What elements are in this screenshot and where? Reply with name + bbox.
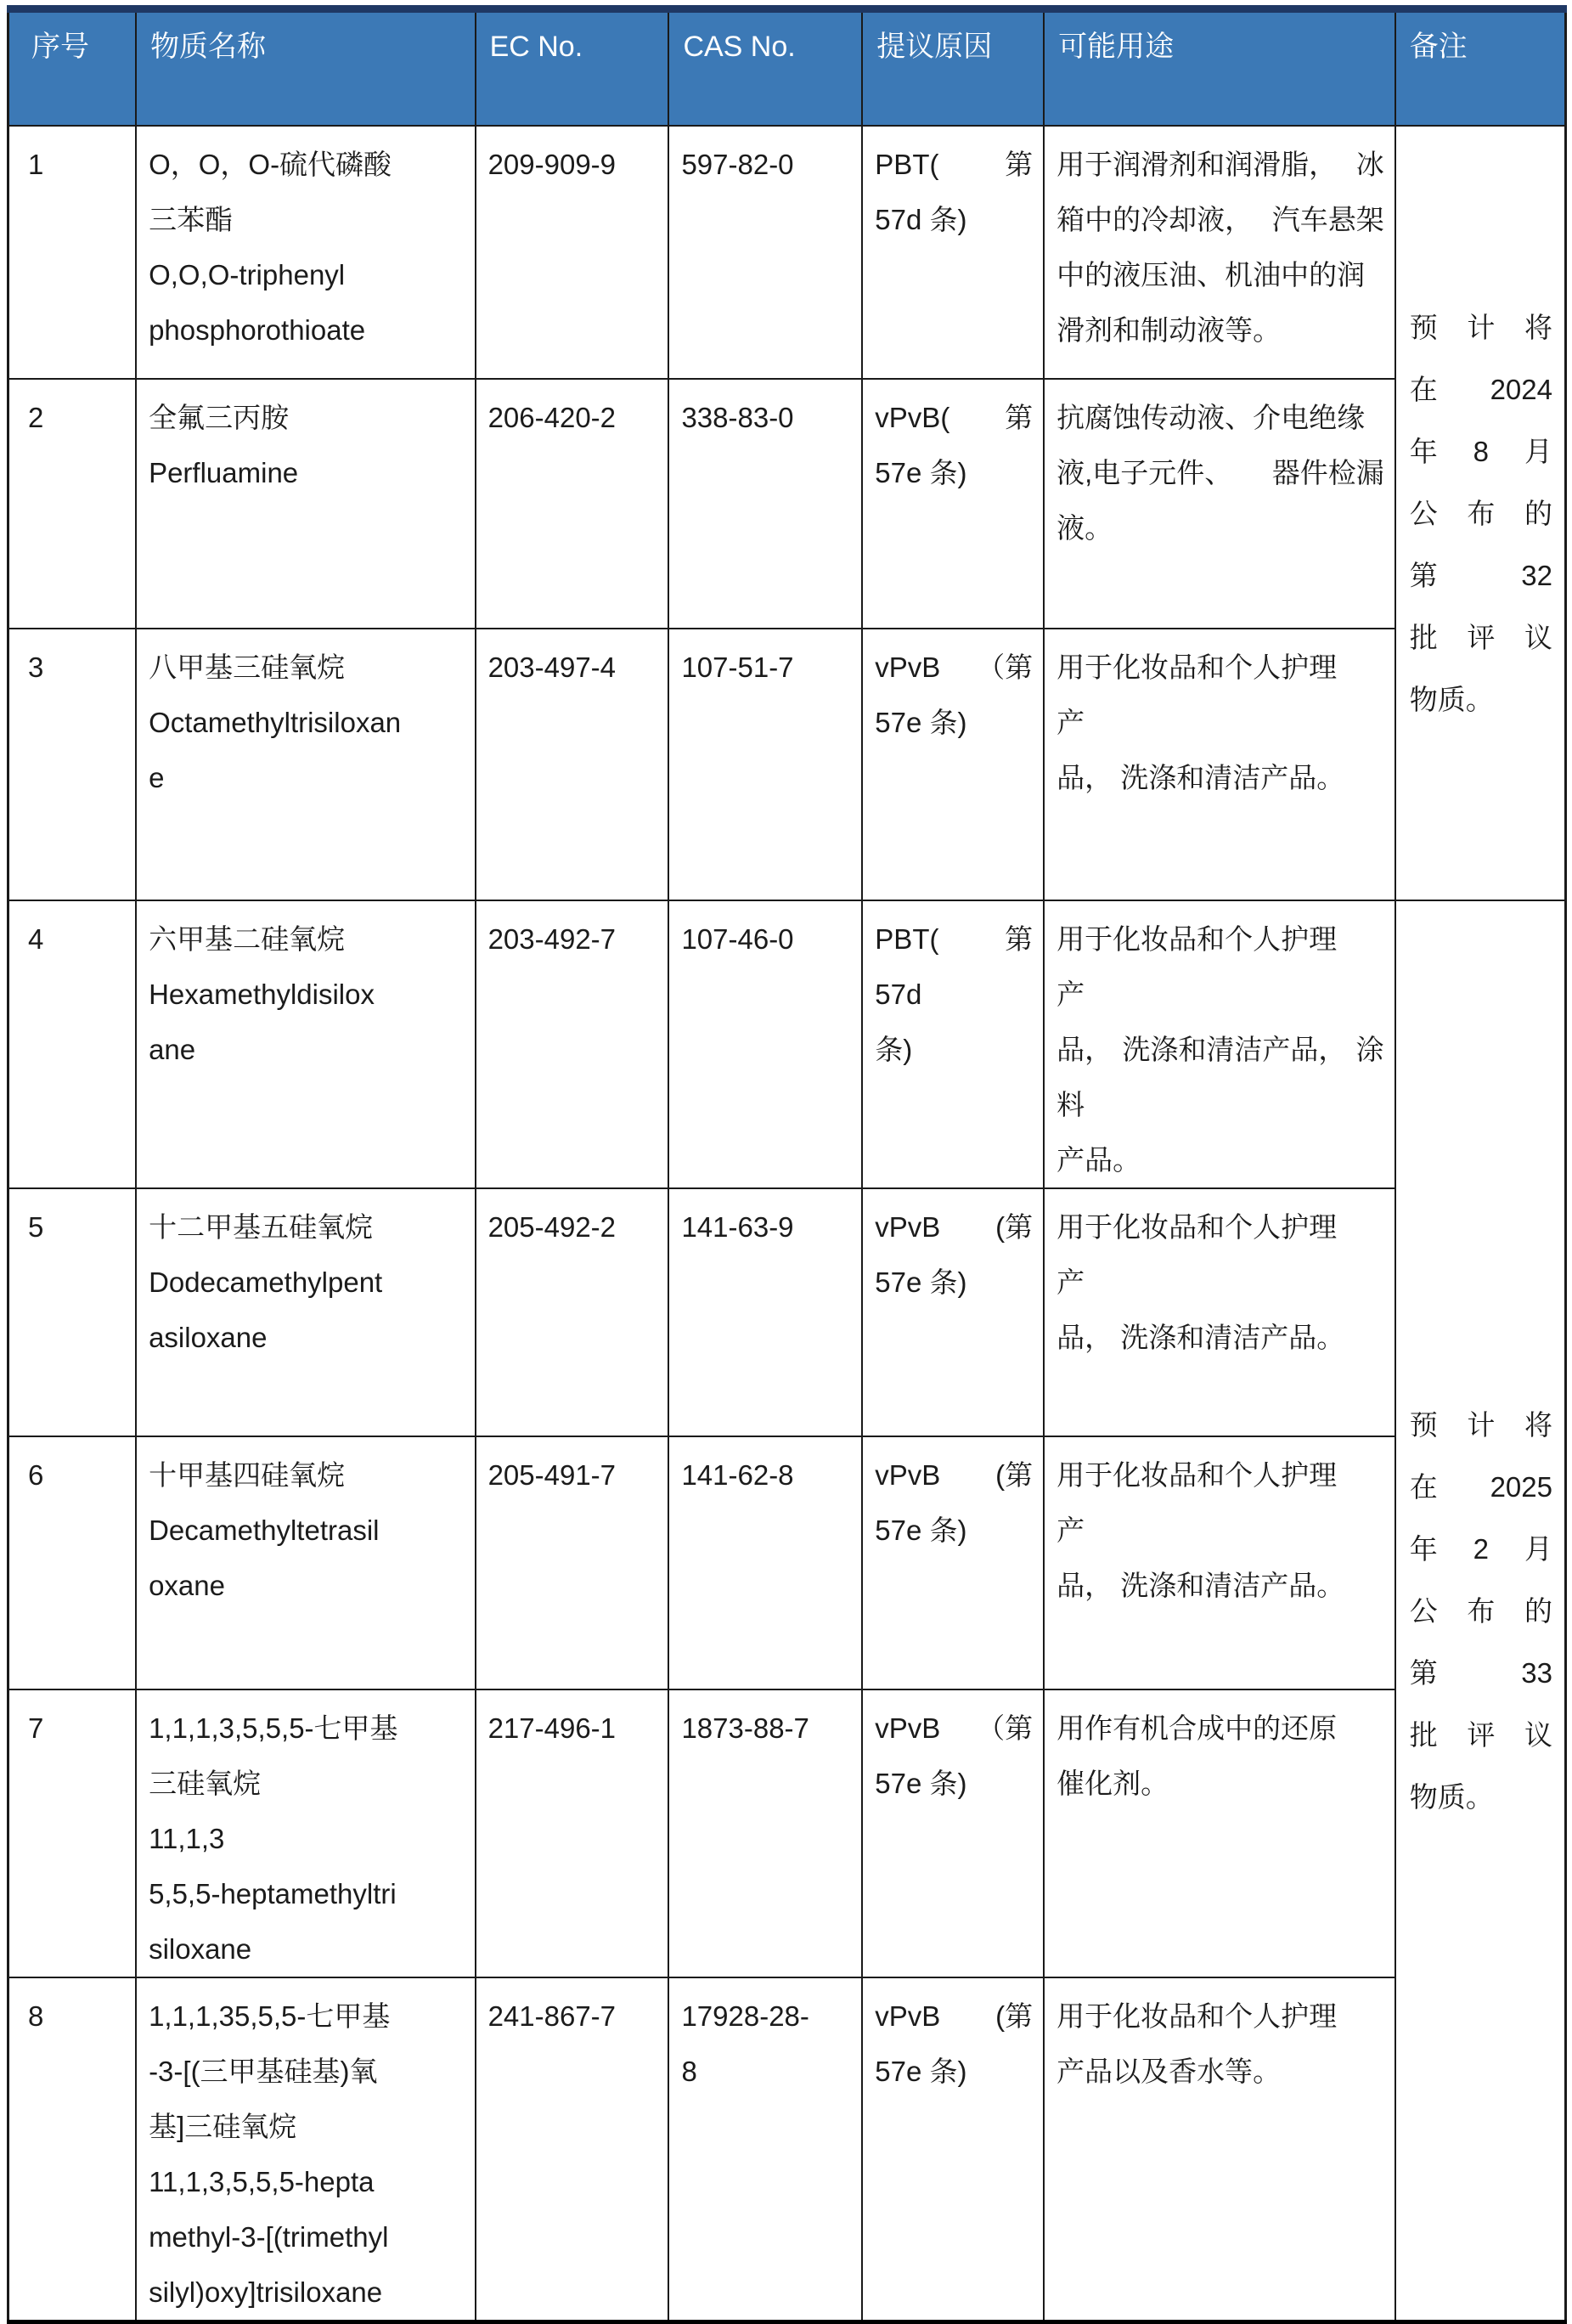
row5-use: 用于化妆品和个人护理 产 品， 洗涤和清洁产品。 [1044, 1188, 1395, 1436]
row1-reason: PBT( 第 57d 条) [862, 126, 1044, 379]
row7-substance-name: 1,1,1,3,5,5,5-七甲基 三硅氧烷 11,1,3 5,5,5-heptamethyltri siloxane [136, 1689, 476, 1977]
row5-ec: 205-492-2 [476, 1188, 669, 1436]
header-no: 序号 [8, 9, 137, 127]
substances-table [7, 5, 1567, 2324]
table-row [8, 1689, 1566, 1977]
row7-cas: 1873-88-7 [668, 1689, 862, 1977]
row3-substance-name: 八甲基三硅氧烷 Octamethyltrisiloxan e [136, 629, 476, 900]
row7-ec: 217-496-1 [476, 1689, 669, 1977]
remark-batch-33: 预 计 将 在 2025 年 2 月 公 布 的 第 33 批 评 议 物质。 [1395, 900, 1566, 2322]
table-row [8, 379, 1566, 629]
row1-no: 1 [8, 126, 137, 379]
row6-reason: vPvB (第 57e 条) [862, 1436, 1044, 1689]
row6-no: 6 [8, 1436, 137, 1689]
row4-no: 4 [8, 900, 137, 1188]
row1-cas: 597-82-0 [668, 126, 862, 379]
table-row [8, 629, 1566, 900]
row4-reason: PBT( 第 57d 条) [862, 900, 1044, 1188]
row6-cas: 141-62-8 [668, 1436, 862, 1689]
header-possible-use: 可能用途 [1044, 9, 1395, 127]
table-row [8, 126, 1566, 379]
row6-use: 用于化妆品和个人护理 产 品， 洗涤和清洁产品。 [1044, 1436, 1395, 1689]
header-ec-no: EC No. [476, 9, 669, 127]
row3-cas: 107-51-7 [668, 629, 862, 900]
row7-reason: vPvB （第 57e 条) [862, 1689, 1044, 1977]
row8-ec: 241-867-7 [476, 1977, 669, 2322]
row8-reason: vPvB (第 57e 条) [862, 1977, 1044, 2322]
row1-substance-name: O，O，O-硫代磷酸 三苯酯 O,O,O-triphenyl phosphorothioate [136, 126, 476, 379]
row1-use: 用于润滑剂和润滑脂， 冰 箱中的冷却液， 汽车悬架 中的液压油、机油中的润 滑剂和制动液等。 [1044, 126, 1395, 379]
row8-use: 用于化妆品和个人护理 产品以及香水等。 [1044, 1977, 1395, 2322]
row4-use: 用于化妆品和个人护理 产 品， 洗涤和清洁产品， 涂 料 产品。 [1044, 900, 1395, 1188]
row5-cas: 141-63-9 [668, 1188, 862, 1436]
row2-cas: 338-83-0 [668, 379, 862, 629]
remark-batch-32: 预 计 将 在 2024 年 8 月 公 布 的 第 32 批 评 议 物质。 [1395, 126, 1566, 900]
row3-reason: vPvB （第 57e 条) [862, 629, 1044, 900]
row3-use: 用于化妆品和个人护理 产 品， 洗涤和清洁产品。 [1044, 629, 1395, 900]
row5-no: 5 [8, 1188, 137, 1436]
row2-substance-name: 全氟三丙胺 Perfluamine [136, 379, 476, 629]
row8-cas: 17928-28- 8 [668, 1977, 862, 2322]
table-row [8, 1188, 1566, 1436]
header-reason: 提议原因 [862, 9, 1044, 127]
row2-use: 抗腐蚀传动液、介电绝缘 液,电子元件、 器件检漏 液。 [1044, 379, 1395, 629]
row7-no: 7 [8, 1689, 137, 1977]
row2-no: 2 [8, 379, 137, 629]
table-row [8, 1436, 1566, 1689]
row4-ec: 203-492-7 [476, 900, 669, 1188]
header-remark: 备注 [1395, 9, 1566, 127]
table-row [8, 1977, 1566, 2322]
row5-reason: vPvB (第 57e 条) [862, 1188, 1044, 1436]
row6-ec: 205-491-7 [476, 1436, 669, 1689]
row4-substance-name: 六甲基二硅氧烷 Hexamethyldisilox ane [136, 900, 476, 1188]
row6-substance-name: 十甲基四硅氧烷 Decamethyltetrasil oxane [136, 1436, 476, 1689]
row4-cas: 107-46-0 [668, 900, 862, 1188]
header-row [8, 9, 1566, 127]
row5-substance-name: 十二甲基五硅氧烷 Dodecamethylpent asiloxane [136, 1188, 476, 1436]
header-cas-no: CAS No. [668, 9, 862, 127]
row2-reason: vPvB( 第 57e 条) [862, 379, 1044, 629]
row2-ec: 206-420-2 [476, 379, 669, 629]
row3-ec: 203-497-4 [476, 629, 669, 900]
row8-substance-name: 1,1,1,35,5,5-七甲基 -3-[(三甲基硅基)氧 基]三硅氧烷 11,1,3,5,5,5-hepta methyl-3-[(trimethyl silyl)oxy]trisiloxane [136, 1977, 476, 2322]
row8-no: 8 [8, 1977, 137, 2322]
row7-use: 用作有机合成中的还原 催化剂。 [1044, 1689, 1395, 1977]
table-row [8, 900, 1566, 1188]
row1-ec: 209-909-9 [476, 126, 669, 379]
header-substance-name: 物质名称 [136, 9, 476, 127]
row3-no: 3 [8, 629, 137, 900]
